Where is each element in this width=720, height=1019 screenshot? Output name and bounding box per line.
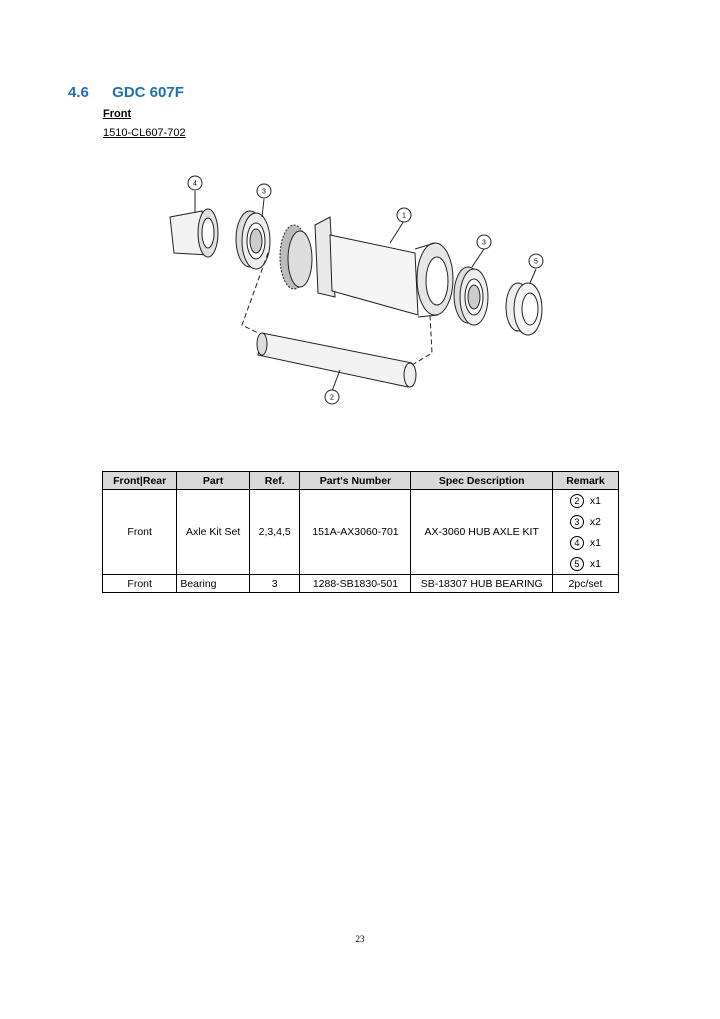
header-spec: Spec Description xyxy=(411,472,552,490)
remark-qty: x1 xyxy=(589,494,601,507)
section-number: 4.6 xyxy=(68,84,89,101)
cell-ref: 2,3,4,5 xyxy=(249,490,299,575)
callout-5 xyxy=(529,254,543,268)
cell-part: Bearing xyxy=(177,575,250,593)
remark-line xyxy=(556,532,615,553)
ref-circle: 2 xyxy=(570,494,584,508)
hub-body xyxy=(280,217,453,317)
cell-remark: 2pc/set xyxy=(552,575,618,593)
callout-5-label: 5 xyxy=(534,258,538,266)
callout-3-left xyxy=(257,184,271,198)
cell-part-number: 1288-SB1830-501 xyxy=(300,575,411,593)
table-header-row xyxy=(103,472,619,490)
ref-circle: 5 xyxy=(570,557,584,571)
callout-4-label: 4 xyxy=(193,180,197,188)
header-part-number: Part's Number xyxy=(300,472,411,490)
callout-4 xyxy=(188,176,202,190)
cell-spec: SB-18307 HUB BEARING xyxy=(411,575,552,593)
cell-part-number: 151A-AX3060-701 xyxy=(300,490,411,575)
subtitle: Front xyxy=(103,108,132,120)
cell-spec: AX-3060 HUB AXLE KIT xyxy=(411,490,552,575)
callout-3-right-label: 3 xyxy=(482,239,486,247)
header-part: Part xyxy=(177,472,250,490)
callout-1 xyxy=(397,208,411,222)
header-front-rear: Front|Rear xyxy=(103,472,177,490)
header-remark: Remark xyxy=(552,472,618,490)
remark-qty: x1 xyxy=(589,536,601,549)
remark-qty: x2 xyxy=(589,515,601,528)
end-cap-left xyxy=(170,209,218,257)
parts-table xyxy=(102,471,619,593)
end-cap-right xyxy=(506,283,542,335)
cell-part: Axle Kit Set xyxy=(177,490,250,575)
cell-front-rear: Front xyxy=(103,575,177,593)
bearing-left xyxy=(236,211,270,269)
section-heading xyxy=(68,84,184,101)
remark-line xyxy=(556,553,615,574)
section-title: GDC 607F xyxy=(112,84,184,101)
page-number: 23 xyxy=(355,934,365,944)
bearing-right xyxy=(454,267,488,325)
cell-remark xyxy=(552,490,618,575)
callout-1-label: 1 xyxy=(402,212,406,220)
header-ref: Ref. xyxy=(249,472,299,490)
cell-front-rear: Front xyxy=(103,490,177,575)
ref-circle: 3 xyxy=(570,515,584,529)
hub-exploded-diagram xyxy=(150,165,570,410)
part-code: 1510-CL607-702 xyxy=(103,127,186,139)
callout-3-right xyxy=(477,235,491,249)
remark-qty: x1 xyxy=(589,557,601,570)
table-row xyxy=(103,490,619,575)
remark-line xyxy=(556,490,615,511)
callout-3-left-label: 3 xyxy=(262,188,266,196)
callout-2-label: 2 xyxy=(330,394,334,402)
cell-ref: 3 xyxy=(249,575,299,593)
table-row xyxy=(103,575,619,593)
ref-circle: 4 xyxy=(570,536,584,550)
remark-line xyxy=(556,511,615,532)
callout-2 xyxy=(325,390,339,404)
